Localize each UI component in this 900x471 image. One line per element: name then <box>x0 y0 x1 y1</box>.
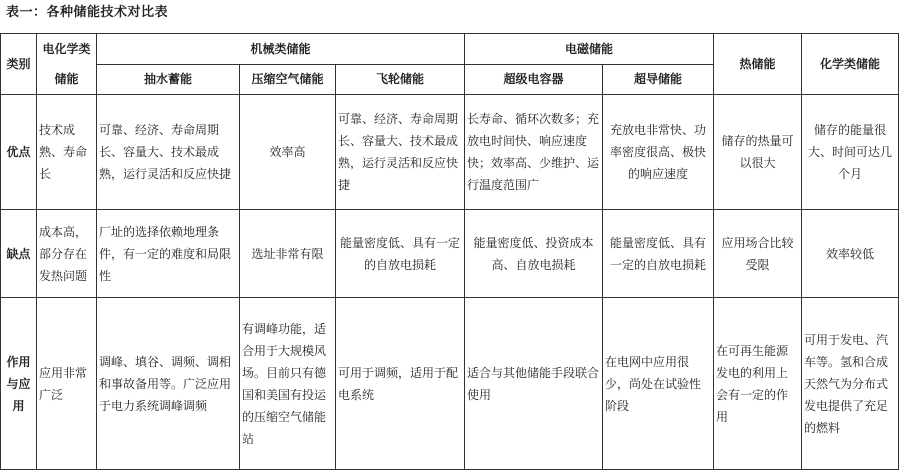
cell-disadvantages-flywheel: 能量密度低、具有一定的自放电损耗 <box>336 210 465 298</box>
row-label-advantages: 优点 <box>1 95 37 210</box>
header-chemical: 化学类储能 <box>802 34 899 95</box>
header-compressed-air: 压缩空气储能 <box>240 64 336 95</box>
header-electrochemical <box>37 34 97 95</box>
cell-applications-chemical: 可用于发电、汽车等。氢和合成天然气为分布式发电提供了充足的燃料 <box>802 298 899 470</box>
header-category: 类别 <box>1 34 37 95</box>
table-row-applications <box>1 298 899 470</box>
cell-advantages-superconducting: 充放电非常快、功率密度很高、极快的响应速度 <box>603 95 714 210</box>
header-thermal: 热储能 <box>714 34 802 95</box>
header-supercapacitor: 超级电容器 <box>465 64 603 95</box>
table-caption: 表一：各种储能技术对比表 <box>6 5 169 20</box>
cell-advantages-chemical: 储存的能量很大、时间可达几个月 <box>802 95 899 210</box>
cell-advantages-electrochemical: 技术成熟、寿命长 <box>37 95 97 210</box>
cell-applications-compressed-air: 有调峰功能，适合用于大规模风场。目前只有德国和美国有投运的压缩空气储能站 <box>240 298 336 470</box>
cell-applications-supercapacitor: 适合与其他储能手段联合使用 <box>465 298 603 470</box>
header-pumped-hydro: 抽水蓄能 <box>97 64 240 95</box>
row-label-disadvantages: 缺点 <box>1 210 37 298</box>
table-row-disadvantages <box>1 210 899 298</box>
cell-applications-pumped-hydro: 调峰、填谷、调频、调相和事故备用等。广泛应用于电力系统调峰调频 <box>97 298 240 470</box>
header-mechanical: 机械类储能 <box>97 34 465 65</box>
storage-comparison-table <box>0 33 899 470</box>
cell-applications-thermal: 在可再生能源发电的利用上会有一定的作用 <box>714 298 802 470</box>
cell-applications-electrochemical: 应用非常广泛 <box>37 298 97 470</box>
cell-applications-flywheel: 可用于调频，适用于配电系统 <box>336 298 465 470</box>
cell-disadvantages-thermal: 应用场合比较受限 <box>714 210 802 298</box>
cell-disadvantages-superconducting: 能量密度低、具有一定的自放电损耗 <box>603 210 714 298</box>
row-label-applications: 作用与应用 <box>1 298 37 470</box>
table-row-advantages <box>1 95 899 210</box>
header-electrochemical-text: 电化学类储能 <box>42 42 91 86</box>
cell-disadvantages-chemical: 效率较低 <box>802 210 899 298</box>
cell-advantages-supercapacitor: 长寿命、循环次数多；充放电时间快、响应速度快；效率高、少维护、运行温度范围广 <box>465 95 603 210</box>
cell-applications-superconducting: 在电网中应用很少，尚处在试验性阶段 <box>603 298 714 470</box>
cell-advantages-flywheel: 可靠、经济、寿命周期长、容量大、技术最成熟，运行灵活和反应快捷 <box>336 95 465 210</box>
header-row-groups <box>1 34 899 65</box>
cell-advantages-compressed-air: 效率高 <box>240 95 336 210</box>
cell-advantages-thermal: 储存的热量可以很大 <box>714 95 802 210</box>
cell-disadvantages-pumped-hydro: 厂址的选择依赖地理条件，有一定的难度和局限性 <box>97 210 240 298</box>
header-flywheel: 飞轮储能 <box>336 64 465 95</box>
cell-disadvantages-supercapacitor: 能量密度低、投资成本高、自放电损耗 <box>465 210 603 298</box>
header-superconducting: 超导储能 <box>603 64 714 95</box>
cell-advantages-pumped-hydro: 可靠、经济、寿命周期长、容量大、技术最成熟，运行灵活和反应快捷 <box>97 95 240 210</box>
cell-disadvantages-electrochemical: 成本高，部分存在发热问题 <box>37 210 97 298</box>
cell-disadvantages-compressed-air: 选址非常有限 <box>240 210 336 298</box>
header-electromagnetic: 电磁储能 <box>465 34 714 65</box>
